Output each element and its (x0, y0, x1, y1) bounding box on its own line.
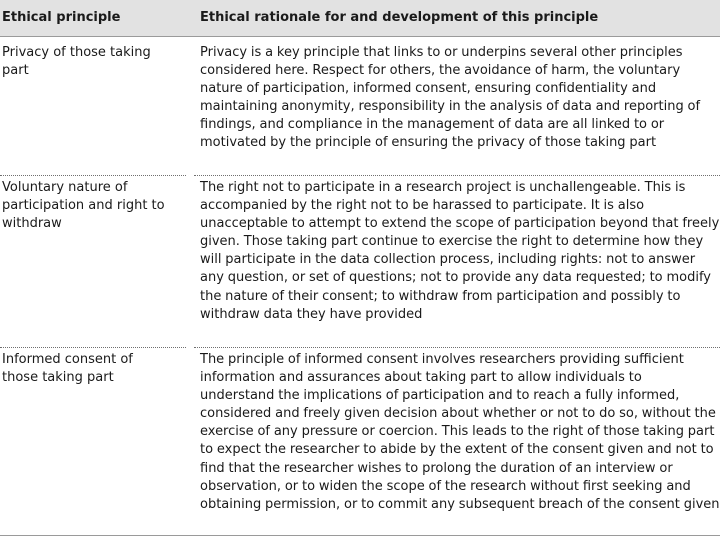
table-header-row (0, 0, 720, 36)
principle-cell: Informed consent of those taking part (2, 352, 133, 386)
header-divider (0, 36, 720, 37)
table-row (0, 345, 720, 535)
rationale-cell: Privacy is a key principle that links to or underpins several other principles considered here. Respect for others, the avoidance of harm, the voluntary nature of participation, informed consent, ensuring confidentiality and maintaining anonymity, responsibility in the analysis of data and reporting of findings, and compliance in the management of data are all linked to or motivated by the principle of ensuring the privacy of those taking part (200, 45, 701, 151)
rationale-cell: The principle of informed consent involves researchers providing sufficient information and assurances about taking part to allow individuals to understand the implications of participation and to reach a fully informed, considered and freely given decision about whether or not to do so, without the exercise of any pressure or coercion. This leads to the right of those taking part to expect the researcher to abide by the extent of the consent given and not to find that the researcher wishes to prolong the duration of an interview or observation, or to widen the scope of the research without first seeking and obtaining permission, or to commit any subsequent breach of the consent given (200, 352, 720, 512)
table-bottom-rule (0, 535, 720, 536)
table-row (0, 38, 720, 174)
table-row (0, 173, 720, 345)
rationale-cell: The right not to participate in a research project is unchallengeable. This is accompanied by the right not to be harassed to participate. It is also unacceptable to attempt to extend the scope of participation beyond that freely given. Those taking part continue to exercise the right to determine how they will participate in the data collection process, including rights: not to answer any question, or set of questions; not to provide any data requested; to modify the nature of their consent; to withdraw from participation and possibly to withdraw data they have provided (200, 180, 720, 322)
header-ethical-rationale: Ethical rationale for and development of this principle (200, 10, 599, 25)
principle-cell: Voluntary nature of participation and right to withdraw (2, 180, 165, 232)
principle-cell: Privacy of those taking part (2, 45, 151, 79)
header-ethical-principle: Ethical principle (2, 10, 121, 25)
